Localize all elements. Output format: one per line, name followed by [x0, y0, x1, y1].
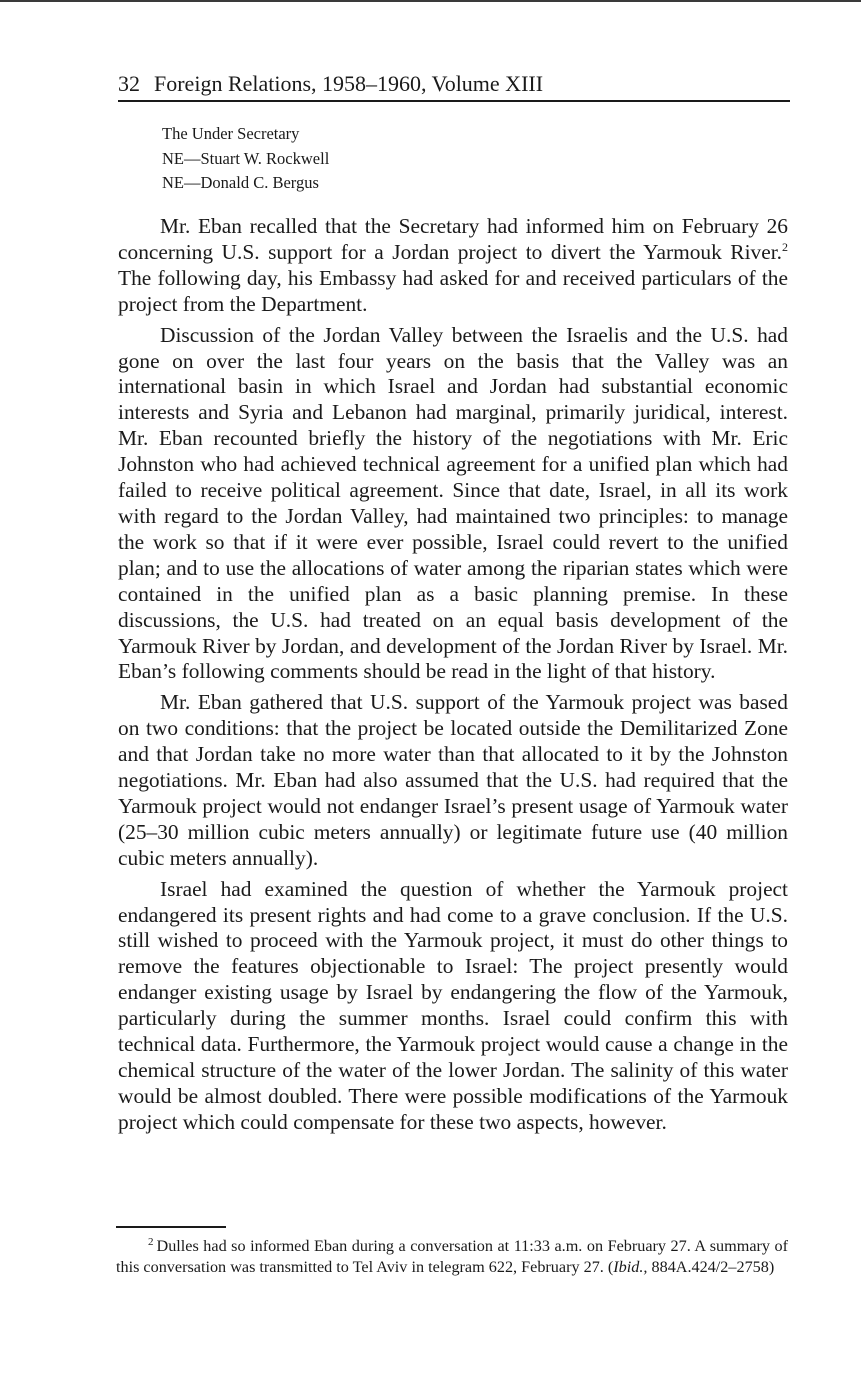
attendee-list: [162, 122, 762, 196]
body-paragraph: Discussion of the Jordan Valley between the Israelis and the U.S. had gone on over the last four years on the basis that the Valley was an international basin in which Israel and Jordan had substantial economic interests and Syria and Lebanon had marginal, primarily juridical, interest. Mr. Eban recounted briefly the history of the negotiations with Mr. Eric Johnston who had achieved technical agreement for a unified plan which had failed to receive political agreement. Since that date, Israel, in all its work with regard to the Jordan Valley, had maintained two principles: to manage the work so that if it were ever possible, Israel could revert to the unified plan; and to use the allocations of water among the riparian states which were contained in the unified plan as a basic planning premise. In these discussions, the U.S. had treated on an equal basis development of the Yarmouk River by Jordan, and development of the Jordan River by Israel. Mr. Eban’s following comments should be read in the light of that history.: [118, 322, 788, 684]
body-paragraph: Israel had examined the question of whether the Yarmouk project endangered its present rights and had come to a grave conclusion. If the U.S. still wished to proceed with the Yarmouk project, it must do other things to remove the features objectionable to Israel: The project presently would endanger existing usage by Israel by endangering the flow of the Yarmouk, particularly during the summer months. Israel could confirm this with technical data. Furthermore, the Yarmouk project would cause a change in the chemical structure of the water of the lower Jordan. The salinity of this water would be almost doubled. There were possible modifications of the Yarmouk project which could compensate for these two aspects, however.: [118, 876, 788, 1134]
footnote-divider: [116, 1226, 226, 1228]
volume-title: Foreign Relations, 1958–1960, Volume XIII: [154, 71, 544, 96]
footnote-mark: 2: [148, 1235, 154, 1248]
page-number: 32: [118, 71, 140, 96]
paragraph-text: The following day, his Embassy had asked for and received particulars of the project from the Department.: [118, 265, 788, 316]
footnote-citation: 884A.424/2–2758): [647, 1257, 775, 1276]
body-paragraph: [118, 214, 788, 318]
footnote: [116, 1236, 788, 1277]
document-body: [118, 214, 788, 1141]
attendee-line: The Under Secretary: [162, 124, 300, 143]
attendee-line: NE—Stuart W. Rockwell: [162, 148, 330, 168]
footnote-ibid: Ibid.,: [613, 1257, 648, 1276]
footnote-reference: 2: [782, 239, 788, 254]
footnote-text: Dulles had so informed Eban during a conversation at 11:33 a.m. on February 27. A summary of this conversation was transmitted to Tel Aviv in telegram 622, February 27. (: [116, 1237, 788, 1276]
top-border-rule: [0, 0, 861, 2]
running-head: [118, 70, 790, 102]
paragraph-text: Mr. Eban recalled that the Secretary had informed him on February 26 concerning U.S. support for a Jordan project to divert the Yarmouk River.: [118, 214, 788, 264]
attendee-line: NE—Donald C. Bergus: [162, 173, 319, 192]
body-paragraph: Mr. Eban gathered that U.S. support of the Yarmouk project was based on two conditions: that the project be located outside the Demilitarized Zone and that Jordan take no more water than that allocated to it by the Johnston negotiations. Mr. Eban had also assumed that the U.S. had required that the Yarmouk project would not endanger Israel’s present usage of Yarmouk water (25–30 million cubic meters annually) or legitimate future use (40 million cubic meters annually).: [118, 690, 788, 870]
